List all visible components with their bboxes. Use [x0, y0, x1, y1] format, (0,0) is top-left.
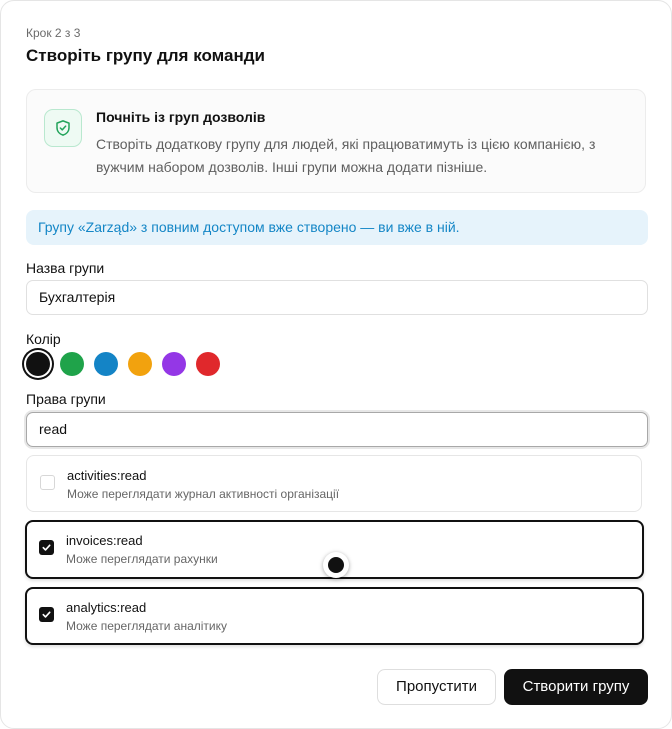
- skip-button[interactable]: Пропустити: [377, 669, 496, 705]
- check-icon: [41, 542, 52, 553]
- group-name-label: Назва групи: [26, 260, 105, 276]
- shield-check-icon: [44, 109, 82, 147]
- hint-title: Почніть із груп дозволів: [96, 109, 266, 125]
- permission-item-activities-read[interactable]: [26, 455, 642, 512]
- step-indicator: Крок 2 з 3: [26, 26, 81, 40]
- check-icon: [41, 609, 52, 620]
- color-swatch-black[interactable]: [26, 352, 50, 376]
- permission-description: Може переглядати рахунки: [66, 552, 218, 566]
- permissions-search-input[interactable]: read: [26, 412, 648, 447]
- color-swatch-red[interactable]: [196, 352, 220, 376]
- group-name-input[interactable]: Бухгалтерія: [26, 280, 648, 315]
- permission-name: invoices:read: [66, 533, 143, 548]
- mouse-cursor-icon: [323, 552, 349, 578]
- permission-item-analytics-read[interactable]: [25, 587, 644, 645]
- permission-description: Може переглядати аналітику: [66, 619, 228, 633]
- info-banner: Групу «Zarząd» з повним доступом вже створено — ви вже в ній.: [26, 210, 648, 245]
- permission-name: analytics:read: [66, 600, 147, 615]
- color-swatch-orange[interactable]: [128, 352, 152, 376]
- color-label: Колір: [26, 331, 61, 347]
- hint-panel: [26, 89, 646, 193]
- permission-description: Може переглядати журнал активності організації: [67, 487, 340, 501]
- color-swatch-purple[interactable]: [162, 352, 186, 376]
- color-swatch-blue[interactable]: [94, 352, 118, 376]
- permission-checkbox[interactable]: [39, 540, 54, 555]
- permissions-label: Права групи: [26, 391, 106, 407]
- color-swatch-green[interactable]: [60, 352, 84, 376]
- permission-checkbox[interactable]: [40, 475, 55, 490]
- hint-body: Створіть додаткову групу для людей, які працюватимуть із цією компанією, з вужчим набором дозволів. Інші групи можна додати пізніше.: [96, 136, 596, 175]
- permission-checkbox[interactable]: [39, 607, 54, 622]
- page-title: Створіть групу для команди: [26, 46, 265, 65]
- permission-name: activities:read: [67, 468, 147, 483]
- create-group-button[interactable]: Створити групу: [504, 669, 648, 705]
